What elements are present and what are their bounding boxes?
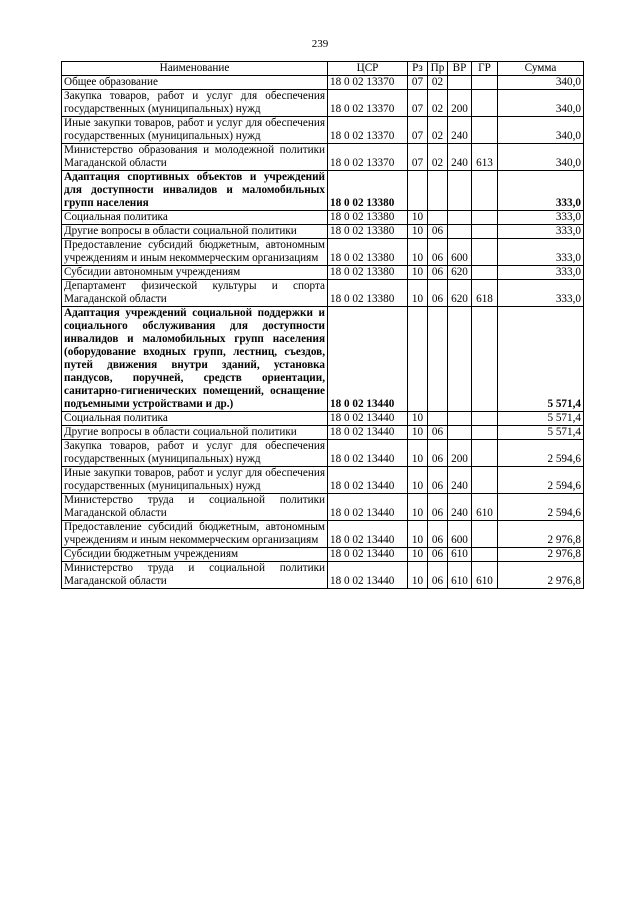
header-rz: Рз [408,62,428,76]
row-sum-cell: 333,0 [498,225,584,239]
row-gr-cell [472,467,498,494]
row-vr-cell: 240 [448,144,472,171]
row-csr-cell: 18 0 02 13370 [328,76,408,90]
row-csr-cell: 18 0 02 13440 [328,307,408,412]
table-row [62,412,584,426]
row-pr-cell [428,211,448,225]
row-sum-cell: 333,0 [498,239,584,266]
row-name-cell: Адаптация учреждений социальной поддержки и социального обслуживания для доступности инвалидов и маломобильных групп населения (оборудование входных групп, лестниц, съездов, путей движения внутри зданий, установка пандусов, поручней, средств ориентации, санитарно-гигиенических помещений, оснащение подъемными устройствами и др.) [62,307,328,412]
row-gr-cell [472,117,498,144]
row-name-cell: Министерство труда и социальной политики Магаданской области [62,562,328,589]
row-csr-cell: 18 0 02 13440 [328,548,408,562]
table-row [62,426,584,440]
row-pr-cell [428,307,448,412]
row-rz-cell: 07 [408,117,428,144]
table-row [62,494,584,521]
row-name-cell: Иные закупки товаров, работ и услуг для обеспечения государственных (муниципальных) нужд [62,117,328,144]
row-vr-cell [448,76,472,90]
row-gr-cell [472,90,498,117]
row-csr-cell: 18 0 02 13380 [328,239,408,266]
row-pr-cell: 02 [428,76,448,90]
table-row [62,225,584,239]
header-gr: ГР [472,62,498,76]
row-pr-cell: 06 [428,225,448,239]
table-row [62,307,584,412]
row-gr-cell: 613 [472,144,498,171]
table-row [62,144,584,171]
row-gr-cell [472,412,498,426]
row-vr-cell [448,225,472,239]
row-name-cell: Предоставление субсидий бюджетным, автономным учреждениям и иным некоммерческим организациям [62,239,328,266]
row-vr-cell [448,426,472,440]
row-sum-cell: 333,0 [498,211,584,225]
row-name-cell: Социальная политика [62,412,328,426]
row-csr-cell: 18 0 02 13380 [328,280,408,307]
row-csr-cell: 18 0 02 13440 [328,467,408,494]
row-vr-cell [448,211,472,225]
table-row [62,280,584,307]
row-vr-cell: 620 [448,280,472,307]
row-vr-cell: 240 [448,494,472,521]
table-row [62,467,584,494]
row-sum-cell: 333,0 [498,266,584,280]
table-row [62,117,584,144]
row-sum-cell: 333,0 [498,280,584,307]
row-vr-cell: 200 [448,90,472,117]
row-name-cell: Субсидии бюджетным учреждениям [62,548,328,562]
row-rz-cell: 07 [408,90,428,117]
row-vr-cell: 610 [448,548,472,562]
row-csr-cell: 18 0 02 13370 [328,117,408,144]
row-gr-cell [472,521,498,548]
row-rz-cell: 10 [408,225,428,239]
row-rz-cell: 10 [408,426,428,440]
row-name-cell: Общее образование [62,76,328,90]
row-gr-cell [472,239,498,266]
row-gr-cell [472,225,498,239]
row-pr-cell: 06 [428,548,448,562]
row-sum-cell: 2 976,8 [498,548,584,562]
row-vr-cell: 240 [448,467,472,494]
row-gr-cell [472,211,498,225]
row-vr-cell: 240 [448,117,472,144]
row-sum-cell: 2 594,6 [498,494,584,521]
row-csr-cell: 18 0 02 13440 [328,440,408,467]
row-rz-cell: 10 [408,239,428,266]
row-csr-cell: 18 0 02 13440 [328,562,408,589]
row-vr-cell [448,171,472,211]
row-rz-cell: 07 [408,76,428,90]
row-gr-cell: 610 [472,494,498,521]
table-body [62,76,584,589]
header-vr: ВР [448,62,472,76]
row-rz-cell: 10 [408,266,428,280]
row-csr-cell: 18 0 02 13440 [328,426,408,440]
row-rz-cell: 10 [408,548,428,562]
row-sum-cell: 2 976,8 [498,562,584,589]
row-csr-cell: 18 0 02 13380 [328,225,408,239]
header-pr: Пр [428,62,448,76]
table-row [62,266,584,280]
row-sum-cell: 340,0 [498,117,584,144]
row-vr-cell: 600 [448,239,472,266]
row-name-cell: Адаптация спортивных объектов и учреждений для доступности инвалидов и маломобильных групп населения [62,171,328,211]
row-pr-cell: 06 [428,280,448,307]
header-name: Наименование [62,62,328,76]
row-sum-cell: 333,0 [498,171,584,211]
row-sum-cell: 5 571,4 [498,307,584,412]
row-name-cell: Субсидии автономным учреждениям [62,266,328,280]
table-row [62,239,584,266]
row-gr-cell [472,440,498,467]
row-sum-cell: 2 594,6 [498,467,584,494]
row-name-cell: Закупка товаров, работ и услуг для обеспечения государственных (муниципальных) нужд [62,90,328,117]
row-rz-cell [408,307,428,412]
row-rz-cell: 10 [408,440,428,467]
row-gr-cell [472,426,498,440]
row-pr-cell: 06 [428,467,448,494]
row-rz-cell: 10 [408,211,428,225]
row-sum-cell: 340,0 [498,90,584,117]
row-csr-cell: 18 0 02 13370 [328,90,408,117]
row-pr-cell [428,412,448,426]
row-sum-cell: 340,0 [498,144,584,171]
row-rz-cell [408,171,428,211]
row-sum-cell: 5 571,4 [498,412,584,426]
row-gr-cell: 610 [472,562,498,589]
row-name-cell: Другие вопросы в области социальной политики [62,426,328,440]
row-vr-cell: 610 [448,562,472,589]
row-rz-cell: 07 [408,144,428,171]
table-row [62,440,584,467]
row-name-cell: Министерство образования и молодежной политики Магаданской области [62,144,328,171]
row-pr-cell: 02 [428,90,448,117]
row-pr-cell: 06 [428,239,448,266]
row-sum-cell: 340,0 [498,76,584,90]
header-sum: Сумма [498,62,584,76]
row-pr-cell: 06 [428,440,448,467]
row-name-cell: Другие вопросы в области социальной политики [62,225,328,239]
row-rz-cell: 10 [408,521,428,548]
row-gr-cell [472,548,498,562]
row-csr-cell: 18 0 02 13440 [328,412,408,426]
row-name-cell: Социальная политика [62,211,328,225]
table-row [62,548,584,562]
row-name-cell: Департамент физической культуры и спорта Магаданской области [62,280,328,307]
row-rz-cell: 10 [408,280,428,307]
row-gr-cell [472,76,498,90]
table-row [62,76,584,90]
row-name-cell: Предоставление субсидий бюджетным, автономным учреждениям и иным некоммерческим организациям [62,521,328,548]
row-name-cell: Иные закупки товаров, работ и услуг для обеспечения государственных (муниципальных) нужд [62,467,328,494]
row-pr-cell: 06 [428,562,448,589]
row-pr-cell: 02 [428,117,448,144]
row-vr-cell: 620 [448,266,472,280]
row-pr-cell: 02 [428,144,448,171]
row-pr-cell: 06 [428,494,448,521]
row-vr-cell [448,307,472,412]
table-row [62,90,584,117]
row-name-cell: Министерство труда и социальной политики Магаданской области [62,494,328,521]
row-gr-cell [472,171,498,211]
row-pr-cell: 06 [428,266,448,280]
row-rz-cell: 10 [408,412,428,426]
row-sum-cell: 2 594,6 [498,440,584,467]
table-row [62,562,584,589]
row-gr-cell [472,307,498,412]
row-pr-cell: 06 [428,426,448,440]
row-sum-cell: 5 571,4 [498,426,584,440]
row-pr-cell [428,171,448,211]
row-csr-cell: 18 0 02 13380 [328,211,408,225]
row-pr-cell: 06 [428,521,448,548]
row-vr-cell [448,412,472,426]
row-sum-cell: 2 976,8 [498,521,584,548]
row-rz-cell: 10 [408,562,428,589]
budget-table [61,61,584,589]
page-number: 239 [311,38,329,50]
row-vr-cell: 200 [448,440,472,467]
row-csr-cell: 18 0 02 13440 [328,521,408,548]
row-csr-cell: 18 0 02 13380 [328,266,408,280]
row-csr-cell: 18 0 02 13380 [328,171,408,211]
row-name-cell: Закупка товаров, работ и услуг для обеспечения государственных (муниципальных) нужд [62,440,328,467]
table-header-row [62,62,584,76]
header-csr: ЦСР [328,62,408,76]
row-csr-cell: 18 0 02 13370 [328,144,408,171]
table-row [62,171,584,211]
table-row [62,211,584,225]
row-gr-cell: 618 [472,280,498,307]
table-row [62,521,584,548]
row-gr-cell [472,266,498,280]
row-vr-cell: 600 [448,521,472,548]
row-rz-cell: 10 [408,494,428,521]
row-rz-cell: 10 [408,467,428,494]
row-csr-cell: 18 0 02 13440 [328,494,408,521]
